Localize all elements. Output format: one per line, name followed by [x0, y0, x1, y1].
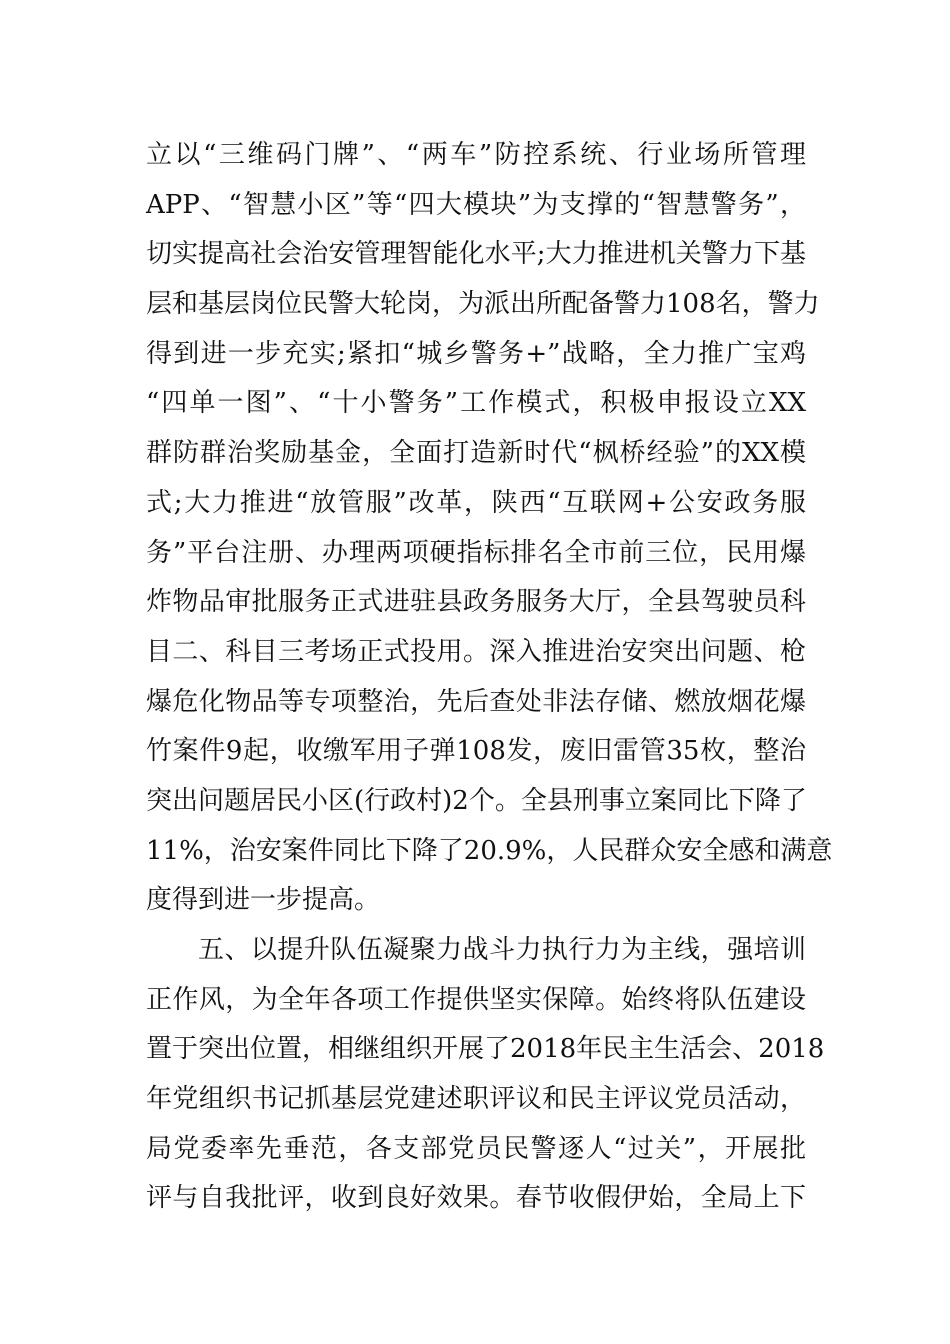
- text-line: 突出问题居民小区(行政村)2个。全县刑事立案同比下降了: [146, 785, 807, 816]
- text-line: 立以“三维码门牌”、“两车”防控系统、行业场所管理: [146, 140, 806, 170]
- text-line: 评与自我批评，收到良好效果。春节收假伊始，全局上下: [146, 1183, 806, 1214]
- text-line: 炸物品审批服务正式进驻县政务服务大厅，全县驾驶员科: [146, 587, 806, 618]
- text-line: 务”平台注册、办理两项硬指标排名全市前三位，民用爆: [146, 537, 806, 568]
- text-line: 竹案件9起，收缴军用子弹108发，废旧雷管35枚，整治: [146, 736, 806, 767]
- text-line: 得到进一步充实;紧扣“城乡警务+”战略，全力推广宝鸡: [146, 338, 806, 369]
- text-line: 正作风，为全年各项工作提供坚实保障。始终将队伍建设: [146, 984, 806, 1015]
- text-line: 式;大力推进“放管服”改革，陕西“互联网+公安政务服: [146, 487, 806, 518]
- text-line: 目二、科目三考场正式投用。深入推进治安突出问题、枪: [146, 636, 806, 667]
- text-line: 置于突出位置，相继组织开展了2018年民主生活会、2018: [146, 1034, 825, 1065]
- text-line: 层和基层岗位民警大轮岗，为派出所配备警力108名，警力: [146, 289, 820, 320]
- text-line: 11%，治安案件同比下降了20.9%，人民群众安全感和满意: [146, 835, 833, 866]
- text-line: 切实提高社会治安管理智能化水平;大力推进机关警力下基: [146, 239, 806, 270]
- paragraph-end-line: 度得到进一步提高。: [146, 885, 381, 916]
- text-line: “四单一图”、“十小警务”工作模式，积极申报设立XX: [146, 388, 806, 419]
- text-line: 群防群治奖励基金，全面打造新时代“枫桥经验”的XX模: [146, 438, 806, 469]
- text-line: APP、“智慧小区”等“四大模块”为支撑的“智慧警务”，: [146, 189, 806, 220]
- document-body: [146, 131, 833, 1224]
- text-line: 年党组织书记抓基层党建述职评议和民主评议党员活动，: [146, 1084, 806, 1115]
- text-line: 爆危化物品等专项整治，先后查处非法存储、燃放烟花爆: [146, 686, 806, 717]
- section-heading-line: 五、以提升队伍凝聚力战斗力执行力为主线，强培训: [198, 935, 806, 965]
- text-line: 局党委率先垂范，各支部党员民警逐人“过关”，开展批: [146, 1133, 806, 1164]
